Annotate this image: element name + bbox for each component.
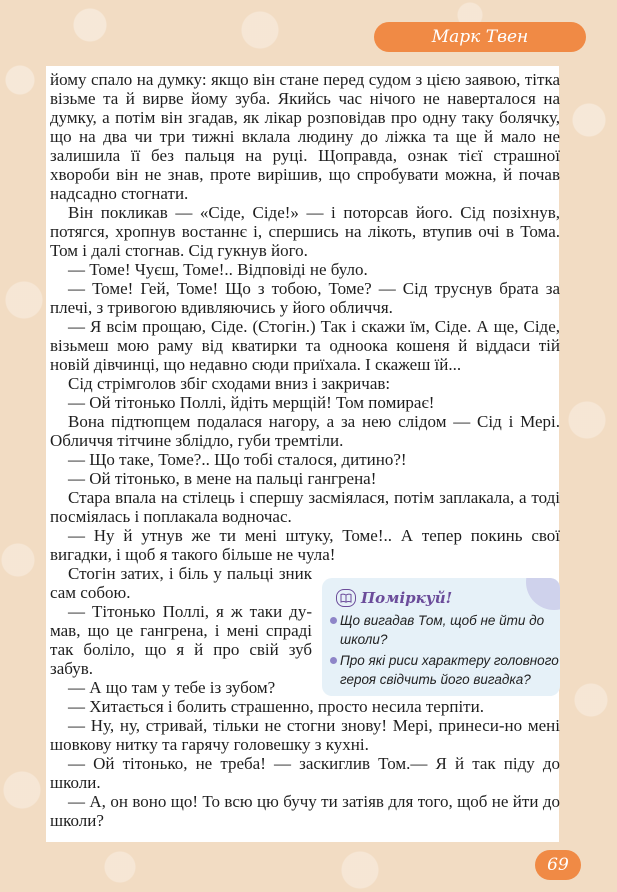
paragraph: Стогін затих, і біль у пальці зник сам собою.: [50, 564, 312, 602]
question-text: Про які риси характеру головного героя свідчить його вигадка?: [340, 653, 559, 687]
author-header: Марк Твен: [374, 22, 586, 52]
think-box-title: [336, 587, 452, 609]
bullet-dot: [330, 617, 337, 624]
story-text: [50, 70, 560, 830]
decorative-left-margin: [0, 0, 46, 892]
paragraph: Сід стрімголов збіг сходами вниз і закричав:: [68, 374, 391, 393]
decorative-bottom-margin: [0, 842, 617, 892]
box-corner-decoration: [526, 578, 560, 610]
decorative-right-margin: [559, 0, 617, 892]
paragraph: — Ну, ну, стривай, тільки не стогни знову! Мері, принеси-но мені шовкову нитку та гарячу головешку з кухні.: [50, 716, 560, 754]
paragraph: йому спало на думку: якщо він стане перед судом з цією заявою, тітка візьме та й вирве йому зуба. Якийсь час нічого не наверталося на думку, а потім він згадав, як лікар розповідав про одну таку болячку, що на два чи три тижні вклала людину до ліжка та ще й мало не залишила її без пальця на руці. Щоправда, ознак тієї страшної хвороби він не знав, проте вирішив, що спробувати можна, й почав надсадно стогнати.: [50, 70, 560, 203]
paragraph: — Я всім прощаю, Сіде. (Стогін.) Так і скажи їм, Сіде. А ще, Сіде, візьмеш мою раму від кватирки та одноока кошеня й віддаси тій новій дівчинці, що недавно сюди приїхала. І скажеш їй...: [50, 317, 560, 374]
paragraph: — Ой тітонько Поллі, йдіть мерщій! Том помирає!: [68, 393, 435, 412]
paragraph: Стара впала на стілець і спершу засміялася, потім заплакала, а тоді посміялась і поплакала водночас.: [50, 488, 560, 526]
book-icon: [336, 589, 356, 607]
question-item: [330, 651, 560, 689]
paragraph: — Ой тітонько, не треба! — заскиглив Том.— Я й так піду до школи.: [50, 754, 560, 792]
paragraph: Він покликав — «Сіде, Сіде!» — і поторсав його. Сід позіхнув, потягся, хропнув востаннє і, спершись на лікоть, втупив очі в Тома. Том і далі стогнав. Сід гукнув його.: [50, 203, 560, 260]
bullet-dot: [330, 657, 337, 664]
think-box-title-text: Поміркуй!: [361, 589, 453, 607]
question-item: [330, 611, 560, 649]
paragraph: — А що там у тебе із зубом?: [68, 678, 276, 697]
paragraph: — Що таке, Томе?.. Що тобі сталося, дитино?!: [68, 450, 407, 469]
paragraph: — Хитається і болить страшенно, просто несила терпіти.: [68, 697, 484, 716]
think-box: [322, 578, 560, 696]
paragraph: — А, он воно що! То всю цю бучу ти затіяв для того, щоб не йти до школи?: [50, 792, 560, 830]
paragraph: — Томе! Гей, Томе! Що з тобою, Томе? — Сід труснув брата за плечі, з тривогою вдивляючись у його обличчя.: [50, 279, 560, 317]
paragraph: — Тітонько Поллі, я ж таки думав, що це гангрена, і мені спраді так боліло, що я й про свій зуб забув.: [50, 602, 312, 678]
question-text: Що вигадав Том, щоб не йти до школи?: [340, 613, 545, 647]
paragraph: — Ну й утнув же ти мені штуку, Томе!.. А тепер покинь свої вигадки, і щоб я такого більше не чула!: [50, 526, 560, 564]
page-number: 69: [535, 850, 581, 880]
paragraph: — Томе! Чуєш, Томе!.. Відповіді не було.: [68, 260, 368, 279]
paragraph: — Ой тітонько, в мене на пальці гангрена!: [68, 469, 377, 488]
paragraph: Вона підтюпцем подалася нагору, а за нею слідом — Сід і Мері. Обличчя тітчине зблідло, губи тремтіли.: [50, 412, 560, 450]
